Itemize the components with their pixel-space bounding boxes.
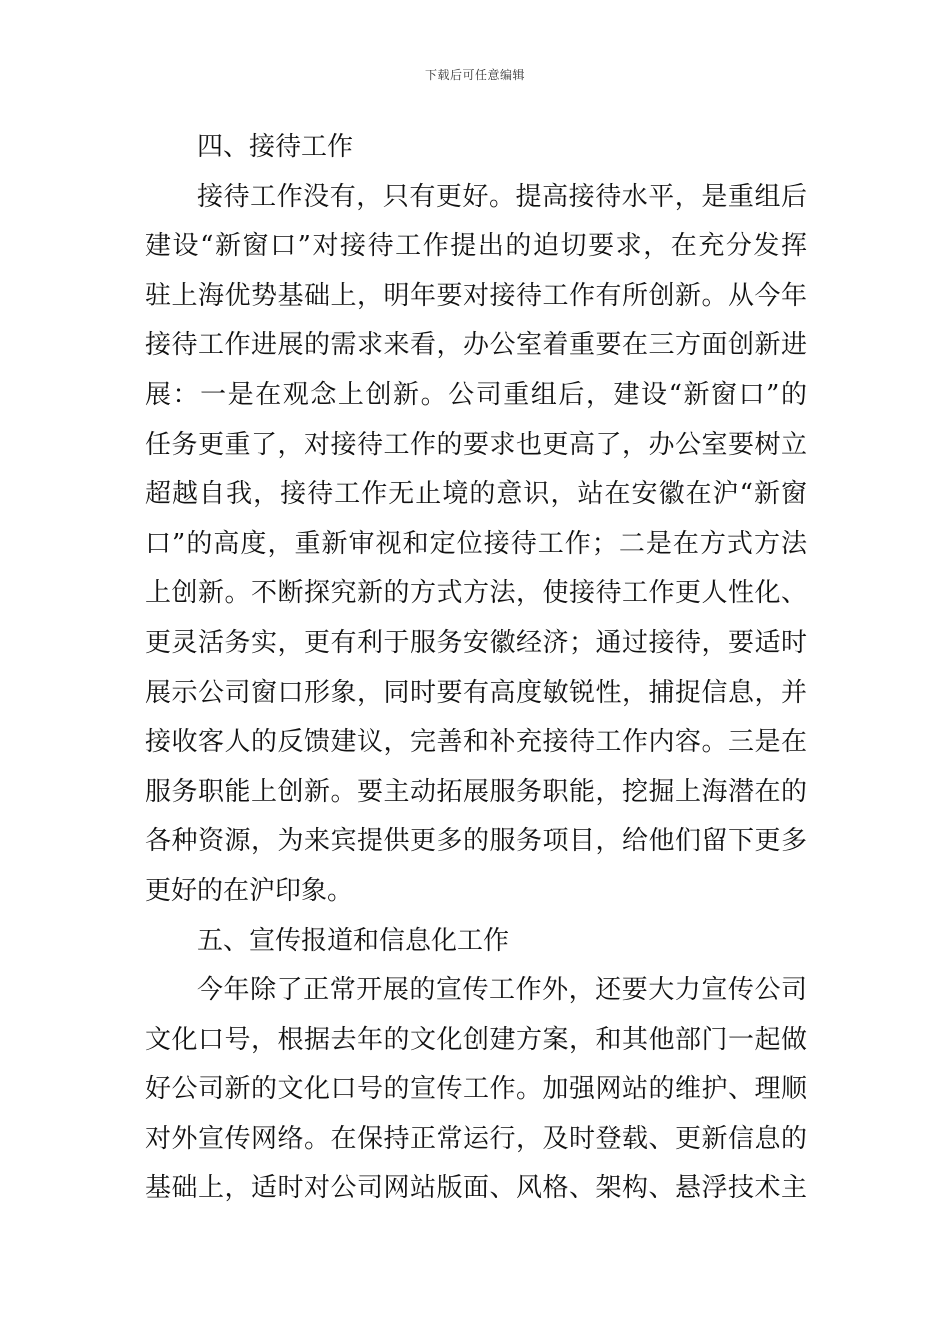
paragraph-line: 服务职能上创新。要主动拓展服务职能，挖掘上海潜在的	[145, 776, 807, 807]
section-heading-reception: 四、接待工作	[197, 132, 354, 162]
paragraph-line: 建设“新窗口”对接待工作提出的迫切要求，在充分发挥	[145, 231, 807, 262]
paragraph-line: 基础上，适时对公司网站版面、风格、架构、悬浮技术主	[145, 1173, 807, 1204]
paragraph-line: 接收客人的反馈建议，完善和补充接待工作内容。三是在	[145, 727, 807, 758]
paragraph-line: 驻上海优势基础上，明年要对接待工作有所创新。从今年	[145, 280, 807, 311]
paragraph-line: 各种资源，为来宾提供更多的服务项目，给他们留下更多	[145, 826, 807, 857]
paragraph-line: 对外宣传网络。在保持正常运行，及时登载、更新信息的	[145, 1123, 807, 1154]
paragraph-line: 好公司新的文化口号的宣传工作。加强网站的维护、理顺	[145, 1074, 807, 1105]
document-body	[145, 123, 807, 1214]
paragraph-line: 展示公司窗口形象，同时要有高度敏锐性，捕捉信息，并	[145, 677, 807, 708]
paragraph-line: 任务更重了，对接待工作的要求也更高了，办公室要树立	[145, 429, 807, 460]
paragraph-line: 接待工作进展的需求来看，办公室着重要在三方面创新进	[145, 330, 807, 361]
paragraph-line: 更好的在沪印象。	[145, 875, 354, 906]
section-heading-publicity: 五、宣传报道和信息化工作	[197, 925, 510, 956]
paragraph-line: 超越自我，接待工作无止境的意识，站在安徽在沪“新窗	[145, 479, 807, 510]
page-header-note: 下载后可任意编辑	[424, 68, 525, 82]
paragraph-line: 口”的高度，重新审视和定位接待工作；二是在方式方法	[145, 528, 807, 559]
paragraph-line: 今年除了正常开展的宣传工作外，还要大力宣传公司	[197, 975, 807, 1006]
paragraph-line: 文化口号，根据去年的文化创建方案，和其他部门一起做	[145, 1024, 807, 1055]
paragraph-line: 更灵活务实，更有利于服务安徽经济；通过接待，要适时	[145, 627, 807, 658]
paragraph-line: 展：一是在观念上创新。公司重组后，建设“新窗口”的	[145, 379, 807, 410]
paragraph-line: 接待工作没有，只有更好。提高接待水平，是重组后	[197, 181, 807, 212]
paragraph-line: 上创新。不断探究新的方式方法，使接待工作更人性化、	[145, 578, 807, 609]
